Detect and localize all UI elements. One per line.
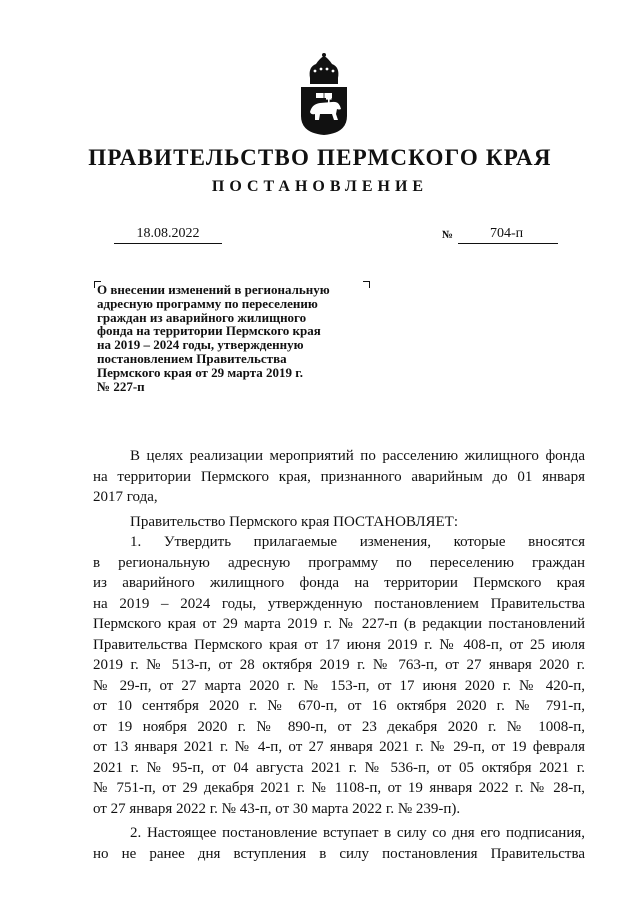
body-line: Пермского края от 29 марта 2019 г. № 227-п (в редакции постановлений <box>93 616 585 632</box>
subject-line: фонда на территории Пермского края <box>97 323 321 339</box>
body-line: из аварийного жилищного фонда на территории Пермского края <box>93 575 585 591</box>
subject-line: на 2019 – 2024 годы, утвержденную <box>97 337 304 353</box>
subject-line: адресную программу по переселению <box>97 295 318 311</box>
body-line: 2. Настоящее постановление вступает в силу со дня его подписания, <box>130 825 585 841</box>
body-line: № 29-п, от 27 марта 2020 г. № 153-п, от 17 июня 2020 г. № 420-п, <box>93 677 585 694</box>
subject-line: № 227-п <box>97 378 145 394</box>
body-line: от 27 января 2022 г. № 43-п, от 30 марта 2022 г. № 239-п). <box>93 800 461 817</box>
body-line: на 2019 – 2024 годы, утвержденную постановлением Правительства <box>93 595 585 612</box>
body-line: в региональную адресную программу по переселению граждан <box>93 554 585 571</box>
body-line: 1. Утвердить прилагаемые изменения, которые вносятся <box>130 534 585 550</box>
subject-line: Пермского края от 29 марта 2019 г. <box>97 364 303 380</box>
document-date: 18.08.2022 <box>114 225 222 244</box>
government-title: ПРАВИТЕЛЬСТВО ПЕРМСКОГО КРАЯ <box>88 145 552 170</box>
document-type: ПОСТАНОВЛЕНИЕ <box>211 178 429 195</box>
body-line: от 13 января 2021 г. № 4-п, от 27 января 2021 г. № 29-п, от 19 февраля <box>93 739 585 755</box>
document-number-field <box>458 225 558 244</box>
body-line: № 751-п, от 29 декабря 2021 г. № 1108-п, от 19 января 2022 г. № 28-п, <box>93 780 585 796</box>
body-line: от 19 ноября 2020 г. № 890-п, от 23 декабря 2020 г. № 1008-п, <box>93 718 585 735</box>
document-subject <box>97 283 377 393</box>
subject-line: граждан из аварийного жилищного <box>97 309 307 325</box>
body-line: Правительства Пермского края от 17 июня 2019 г. № 408-п, от 25 июля <box>93 636 585 653</box>
number-sign: № <box>442 229 454 241</box>
subject-line: О внесении изменений в региональную <box>97 282 330 297</box>
body-line: 2017 года, <box>93 489 158 505</box>
subject-line: постановлением Правительства <box>97 350 287 366</box>
body-line: Правительство Пермского края ПОСТАНОВЛЯЕТ: <box>130 513 459 530</box>
body-line: на территории Пермского края, признанного аварийным до 01 января <box>93 468 585 485</box>
document-number: 704-п <box>490 226 524 241</box>
body-line: от 10 сентября 2020 г. № 670-п, от 16 октября 2020 г. № 791-п, <box>93 698 585 714</box>
body-line: но не ранее дня вступления в силу постановления Правительства <box>93 845 585 862</box>
body-line: 2019 г. № 513-п, от 28 октября 2019 г. № 763-п, от 27 января 2020 г. <box>93 657 585 673</box>
document-body <box>93 446 585 864</box>
perm-coat-of-arms-emblem <box>298 52 350 136</box>
body-line: 2021 г. № 95-п, от 04 августа 2021 г. № 536-п, от 05 октября 2021 г. <box>93 759 585 776</box>
body-line: В целях реализации мероприятий по расселению жилищного фонда <box>130 448 585 464</box>
